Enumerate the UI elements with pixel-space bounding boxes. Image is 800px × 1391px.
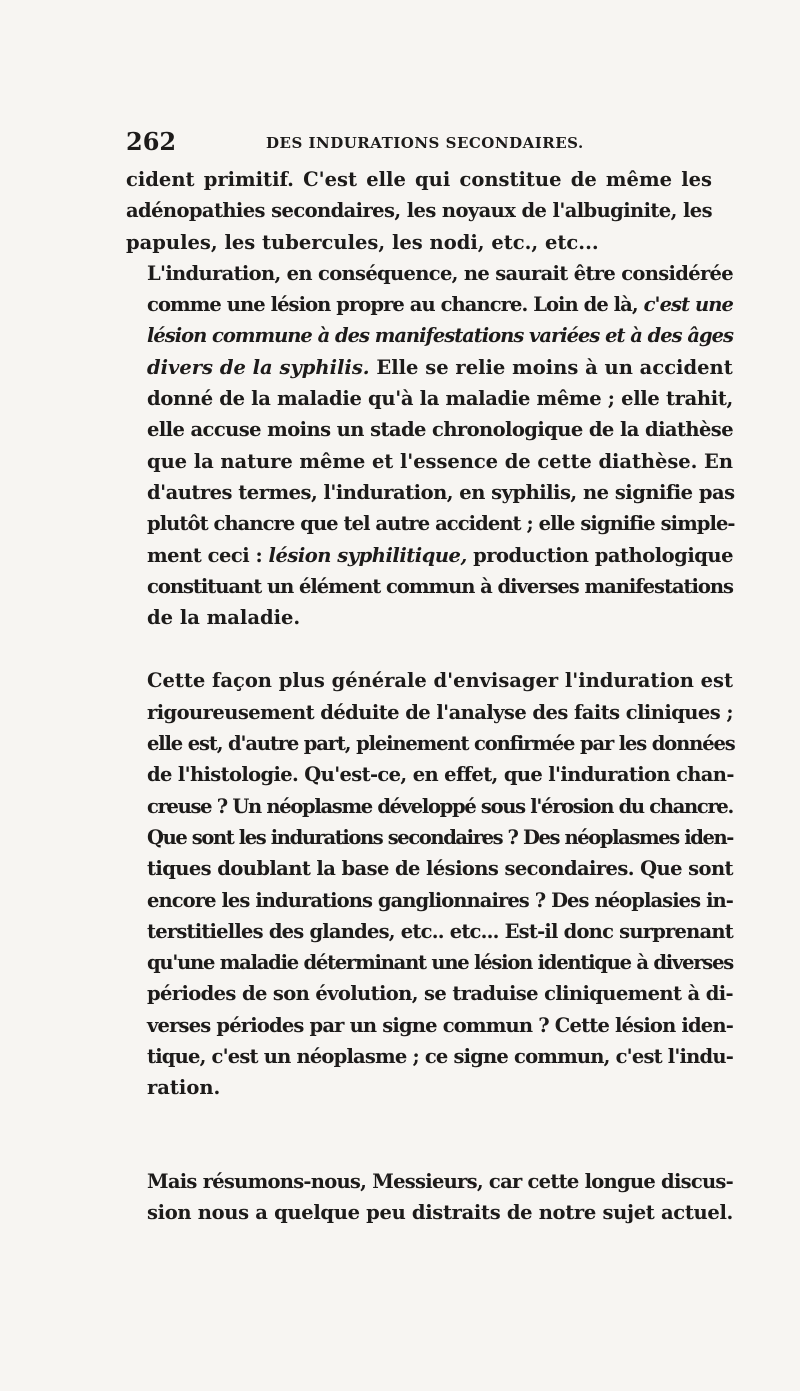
text-line: Cette façon plus générale d'envisager l'induration est (147, 669, 733, 693)
italic-run: lésion syphilitique, (268, 543, 467, 567)
text-line: elle accuse moins un stade chronologique de la diathèse (147, 418, 734, 442)
text-run: ment ceci : (147, 543, 269, 567)
page-number: 262 (126, 127, 177, 156)
text-run: comme une lésion propre au chancre. Loin de là, (147, 293, 644, 317)
text-line: d'autres termes, l'induration, en syphilis, ne signifie pas (147, 480, 735, 504)
text-line: adénopathies secondaires, les noyaux de l'albuginite, les (126, 199, 712, 223)
text-line: creuse ? Un néoplasme développé sous l'érosion du chancre. (147, 794, 734, 818)
text-line (126, 289, 734, 320)
text-run: Elle se relie moins à un accident (369, 355, 733, 379)
text-line (126, 540, 734, 571)
text-line: L'induration, en conséquence, ne saurait être considérée (147, 261, 733, 285)
running-head: DES INDURATIONS SECONDAIRES. (266, 134, 584, 152)
body-text (126, 164, 735, 1228)
text-line: verses périodes par un signe commun ? Cette lésion iden- (147, 1013, 734, 1037)
text-line: sion nous a quelque peu distraits de notre sujet actuel. (147, 1200, 734, 1224)
italic-line: lésion commune à des manifestations variées et à des âges (147, 324, 733, 348)
text-line (126, 352, 733, 383)
text-line: qu'une maladie déterminant une lésion identique à diverses (147, 951, 733, 975)
text-line: donné de la maladie qu'à la maladie même ; elle trahit, (147, 387, 734, 411)
text-line: ration. (147, 1076, 221, 1100)
text-line: elle est, d'autre part, pleinement confirmée par les données (147, 732, 735, 756)
text-line: de la maladie. (147, 606, 301, 630)
text-run: production pathologique (466, 543, 734, 567)
text-line: tique, c'est un néoplasme ; ce signe commun, c'est l'indu- (147, 1045, 734, 1069)
text-line: papules, les tubercules, les nodi, etc., etc... (126, 230, 599, 254)
paragraph-4 (126, 1166, 734, 1229)
paragraph-3 (126, 665, 735, 1103)
text-line: périodes de son évolution, se traduise cliniquement à di- (147, 982, 733, 1006)
text-line: cident primitif. C'est elle qui constitue de même les (126, 168, 712, 191)
text-line: tiques doublant la base de lésions secondaires. Que sont (147, 857, 733, 881)
text-line: terstitielles des glandes, etc.. etc... Est-il donc surprenant (147, 919, 733, 943)
paragraph-2 (126, 258, 735, 634)
text-line: encore les indurations ganglionnaires ? Des néoplasies in- (147, 888, 733, 912)
page-header (126, 128, 726, 160)
text-line: rigoureusement déduite de l'analyse des faits cliniques ; (147, 700, 733, 724)
text-line: plutôt chancre que tel autre accident ; elle signifie simple- (147, 512, 735, 536)
paragraph-1 (126, 164, 712, 258)
text-line: constituant un élément commun à diverses manifestations (147, 574, 734, 598)
italic-run: divers de la syphilis. (147, 355, 370, 379)
text-line: Que sont les indurations secondaires ? Des néoplasmes iden- (147, 825, 733, 849)
text-line: Mais résumons-nous, Messieurs, car cette longue discus- (147, 1169, 734, 1193)
paragraph-gap (126, 1104, 712, 1166)
italic-run: c'est une (643, 293, 734, 317)
text-line: de l'histologie. Qu'est-ce, en effet, que l'induration chan- (147, 763, 734, 787)
text-line: que la nature même et l'essence de cette diathèse. En (147, 449, 733, 473)
paragraph-gap (126, 633, 712, 665)
